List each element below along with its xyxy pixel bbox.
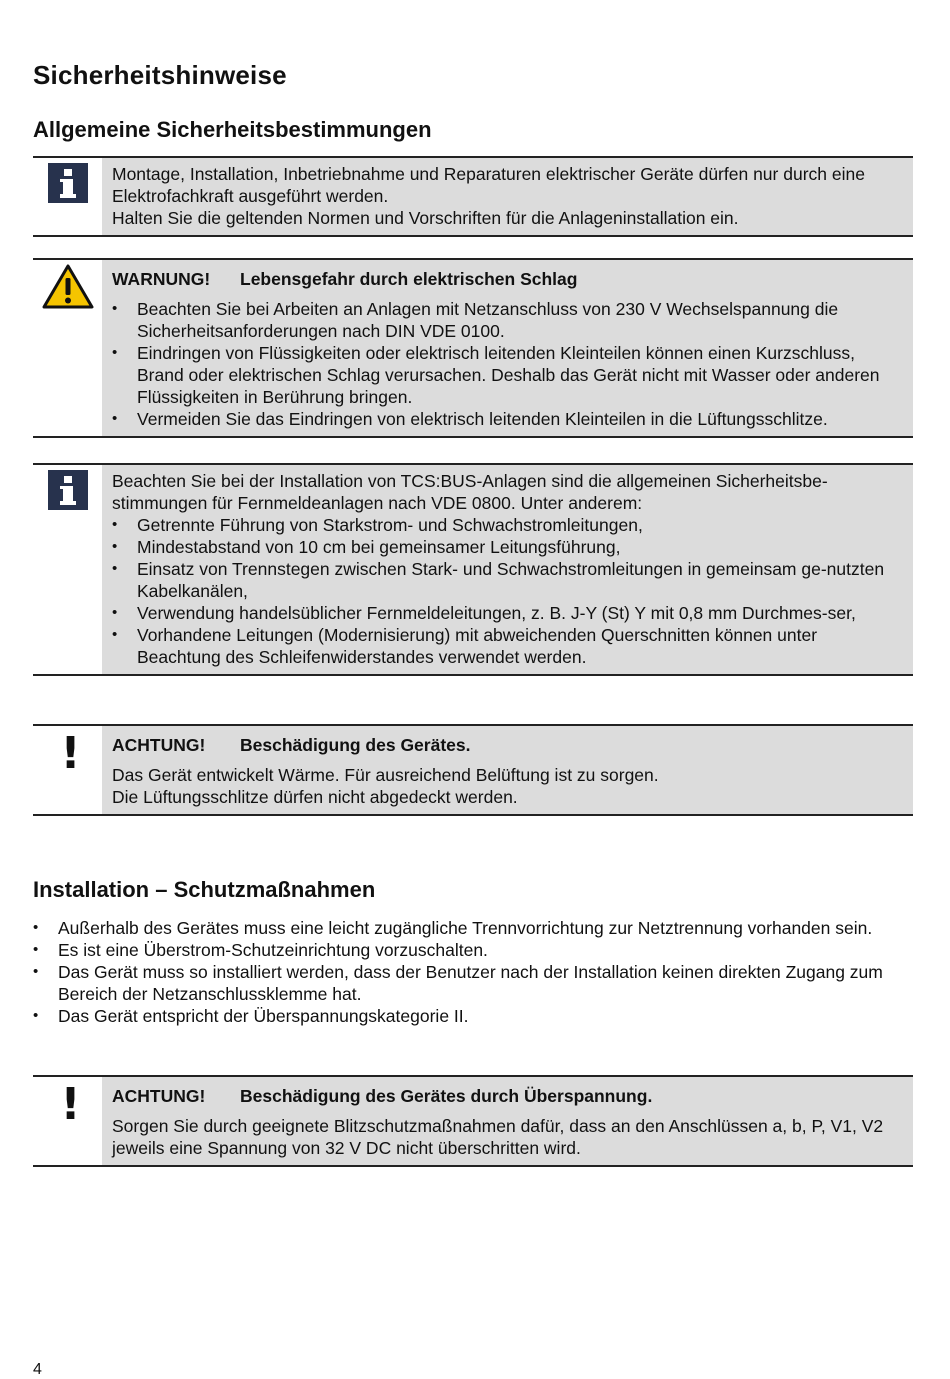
list-item: • Eindringen von Flüssigkeiten oder elektrisch leitenden Kleinteilen können einen Kurzschluss, Brand oder elektrischen Schlag verursachen. Deshalb das Gerät nicht mit Wasser oder anderen Flüssigkeiten in Berührung bringen. bbox=[112, 342, 905, 408]
info-notice-qualified-personnel bbox=[33, 156, 913, 237]
info-icon bbox=[48, 470, 88, 510]
list-item: • Außerhalb des Gerätes muss eine leicht zugängliche Trennvorrichtung zur Netztrennung vorhanden sein. bbox=[33, 917, 918, 939]
caution-headline bbox=[112, 734, 905, 756]
warning-notice-content bbox=[102, 260, 913, 436]
caution-notice-content bbox=[102, 1077, 913, 1165]
caution-notice-content bbox=[102, 726, 913, 814]
installation-bullet-list bbox=[33, 917, 918, 1027]
list-item: • Beachten Sie bei Arbeiten an Anlagen mit Netzanschluss von 230 V Wechselspannung die Sicherheitsanforderungen nach DIN VDE 0100. bbox=[112, 298, 905, 342]
list-item: • Das Gerät entspricht der Überspannungskategorie II. bbox=[33, 1005, 918, 1027]
warning-triangle-icon bbox=[42, 264, 94, 310]
list-item: • Einsatz von Trennstegen zwischen Stark- und Schwachstromleitungen in gemeinsam ge-nutzten Kabelkanälen, bbox=[112, 558, 905, 602]
list-item: • Getrennte Führung von Starkstrom- und Schwachstromleitungen, bbox=[112, 514, 905, 536]
caution-notice-overvoltage bbox=[33, 1075, 913, 1167]
caution-title: Beschädigung des Gerätes. bbox=[240, 735, 471, 755]
notice-text: Montage, Installation, Inbetriebnahme und Reparaturen elektrischer Geräte dürfen nur durch eine Elektrofachkraft ausgeführt werden. bbox=[112, 164, 865, 206]
caution-headline bbox=[112, 1085, 905, 1107]
warning-bullet-list bbox=[112, 298, 905, 430]
warning-headline bbox=[112, 268, 905, 290]
notice-text: Die Lüftungsschlitze dürfen nicht abgedeckt werden. bbox=[112, 787, 518, 807]
list-item: • Mindestabstand von 10 cm bei gemeinsamer Leitungsführung, bbox=[112, 536, 905, 558]
list-item: • Es ist eine Überstrom-Schutzeinrichtung vorzuschalten. bbox=[33, 939, 918, 961]
info-notice-content bbox=[102, 465, 913, 674]
list-item: • Das Gerät muss so installiert werden, dass der Benutzer nach der Installation keinen direkten Zugang zum Bereich der Netzanschlussklemme hat. bbox=[33, 961, 918, 1005]
notice-text: Sorgen Sie durch geeignete Blitzschutzmaßnahmen dafür, dass an den Anschlüssen a, b, P, V1, V2 jeweils eine Spannung von 32 V DC nicht überschritten wird. bbox=[112, 1116, 884, 1158]
section-heading-installation: Installation – Schutzmaßnahmen bbox=[33, 877, 376, 902]
page-number: 4 bbox=[33, 1361, 42, 1378]
notice-text: Das Gerät entwickelt Wärme. Für ausreichend Belüftung ist zu sorgen. bbox=[112, 765, 659, 785]
list-item: • Vermeiden Sie das Eindringen von elektrisch leitenden Kleinteilen in die Lüftungsschlitze. bbox=[112, 408, 905, 430]
warning-title: Lebensgefahr durch elektrischen Schlag bbox=[240, 269, 578, 289]
info-notice-tcs-bus bbox=[33, 463, 913, 676]
exclamation-icon: ! bbox=[60, 1079, 81, 1130]
exclamation-icon: ! bbox=[60, 728, 81, 779]
info-icon bbox=[48, 163, 88, 203]
page-title: Sicherheitshinweise bbox=[33, 60, 287, 90]
notice-text: Beachten Sie bei der Installation von TCS:BUS-Anlagen sind die allgemeinen Sicherheitsbe-stimmungen für Fernmeldeanlagen nach VDE 0800. Unter anderem: bbox=[112, 471, 828, 513]
list-item: • Vorhandene Leitungen (Modernisierung) mit abweichenden Querschnitten können unter Beachtung des Schleifenwiderstandes verwendet werden. bbox=[112, 624, 905, 668]
info-notice-content bbox=[102, 158, 913, 235]
list-item: • Verwendung handelsüblicher Fernmeldeleitungen, z. B. J-Y (St) Y mit 0,8 mm Durchmes-ser, bbox=[112, 602, 905, 624]
warning-notice-electric-shock bbox=[33, 258, 913, 438]
notice-text: Halten Sie die geltenden Normen und Vorschriften für die Anlageninstallation ein. bbox=[112, 208, 739, 228]
caution-label: ACHTUNG! bbox=[112, 735, 206, 755]
caution-notice-heat bbox=[33, 724, 913, 816]
warning-label: WARNUNG! bbox=[112, 269, 211, 289]
caution-label: ACHTUNG! bbox=[112, 1086, 206, 1106]
section-heading-general-safety: Allgemeine Sicherheitsbestimmungen bbox=[33, 117, 432, 142]
caution-title: Beschädigung des Gerätes durch Überspannung. bbox=[240, 1086, 653, 1106]
info-bullet-list bbox=[112, 514, 905, 668]
